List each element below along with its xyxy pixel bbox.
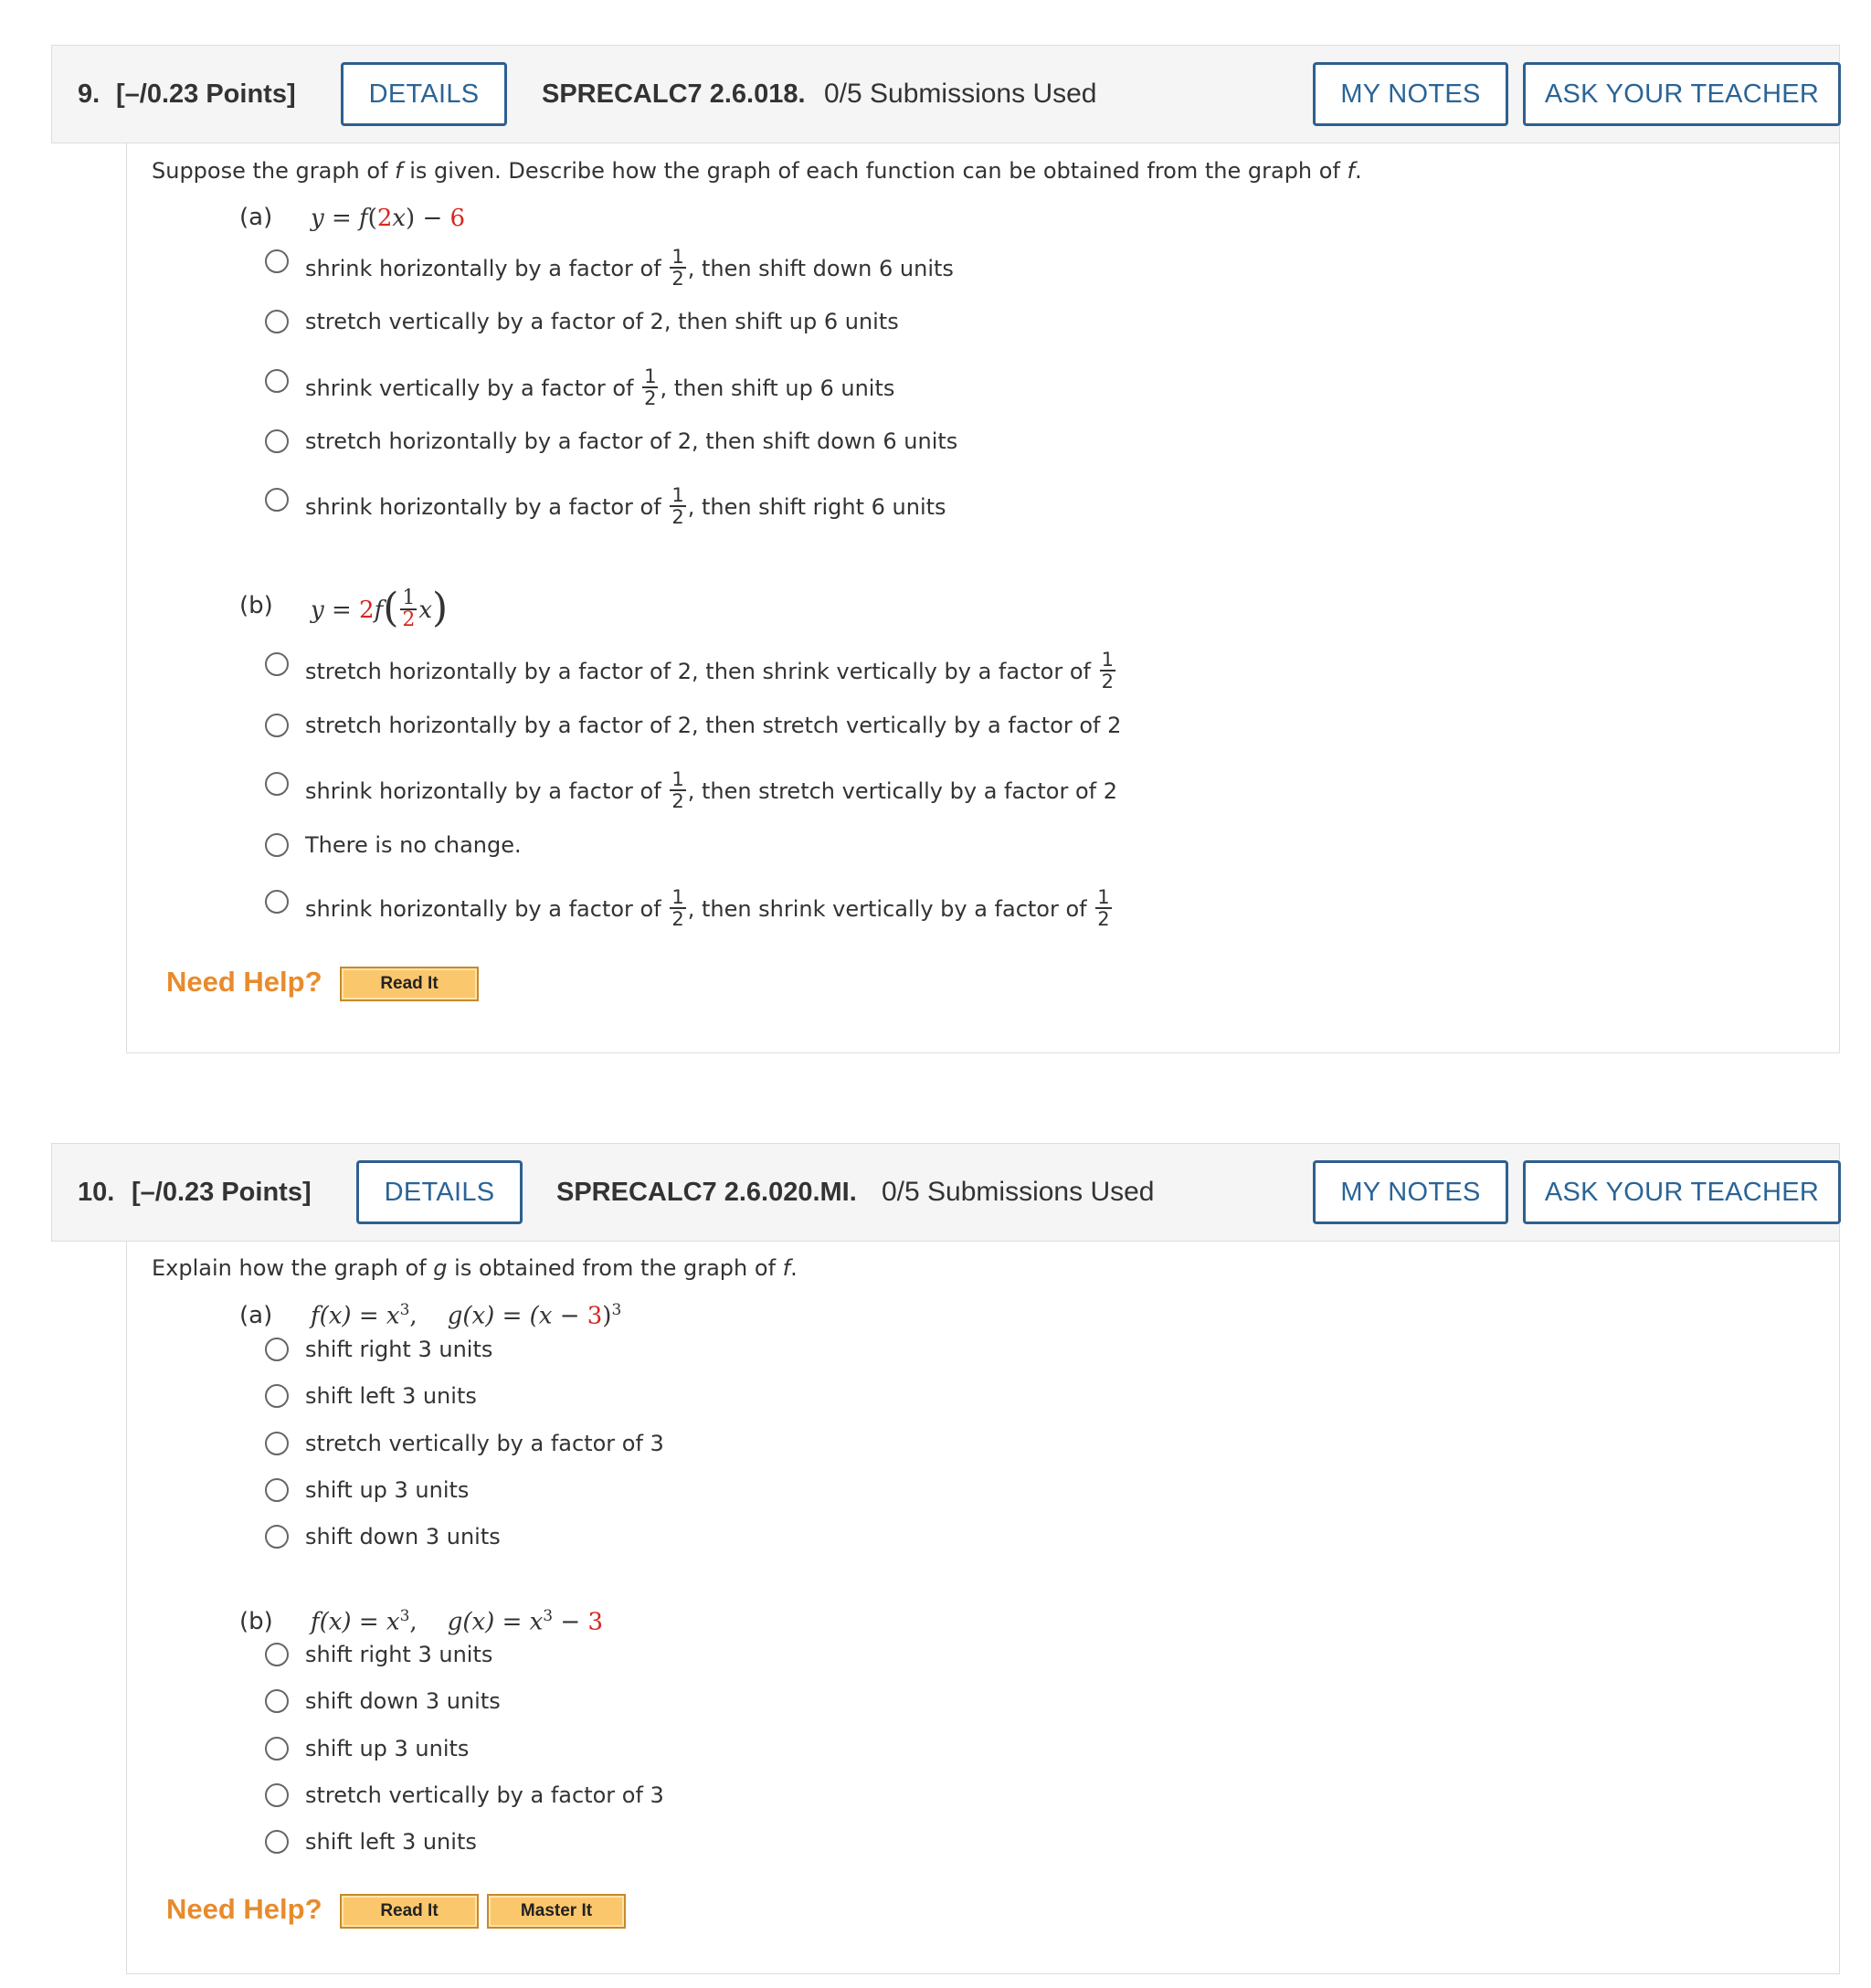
part-a-equation: y = f(2x) − 6 [311, 205, 466, 232]
part-b-label: (b) [239, 592, 273, 619]
question-code: SPRECALC7 2.6.018. [542, 79, 806, 109]
submissions-used: 0/5 Submissions Used [824, 79, 1097, 109]
option-label: shift right 3 units [305, 1337, 493, 1362]
radio-button[interactable] [265, 1689, 289, 1713]
my-notes-button[interactable]: MY NOTES [1313, 62, 1508, 126]
details-button[interactable]: DETAILS [356, 1160, 523, 1224]
radio-button[interactable] [265, 429, 289, 453]
radio-button[interactable] [265, 1432, 289, 1455]
option-label: shrink horizontally by a factor of $\frac{1}{2}$ , then shift down 6 units [305, 246, 954, 290]
question-number: 9. [78, 79, 100, 109]
my-notes-button[interactable]: MY NOTES [1313, 1160, 1508, 1224]
option-label: shrink horizontally by a factor of $\frac{1}{2}$ , then shrink vertically by a factor of $\frac{1}{2}$ [305, 886, 1110, 930]
part-b-label: (b) [239, 1608, 273, 1635]
part-a-label: (a) [239, 204, 273, 231]
option-label: shift right 3 units [305, 1642, 493, 1667]
option-label: stretch vertically by a factor of 2, then shift up 6 units [305, 309, 899, 334]
radio-button[interactable] [265, 310, 289, 333]
radio-button[interactable] [265, 1783, 289, 1807]
radio-button[interactable] [265, 1830, 289, 1854]
read-it-button[interactable]: Read It [340, 1894, 479, 1929]
option-label: stretch horizontally by a factor of 2, then shrink vertically by a factor of $\frac{1}{2}$ [305, 649, 1114, 693]
option-label: There is no change. [305, 832, 522, 858]
details-button[interactable]: DETAILS [341, 62, 507, 126]
radio-button[interactable] [265, 1338, 289, 1361]
radio-button[interactable] [265, 772, 289, 796]
question-prompt: Suppose the graph of f is given. Describe how the graph of each function can be obtained from the graph of f. [152, 158, 1362, 184]
question-9-header [51, 45, 1840, 143]
option-label: stretch vertically by a factor of 3 [305, 1782, 664, 1808]
option-label: stretch vertically by a factor of 3 [305, 1431, 664, 1456]
option-label: stretch horizontally by a factor of 2, then stretch vertically by a factor of 2 [305, 713, 1122, 738]
option-label: shift up 3 units [305, 1477, 470, 1503]
ask-your-teacher-button[interactable]: ASK YOUR TEACHER [1523, 1160, 1841, 1224]
part-b-equation: y = 2f( $\frac{1}{2}$ x) [311, 585, 449, 631]
question-code: SPRECALC7 2.6.020.MI. [556, 1178, 857, 1207]
question-prompt: Explain how the graph of g is obtained from the graph of f. [152, 1255, 798, 1281]
question-10-header [51, 1143, 1840, 1242]
need-help-label: Need Help? [166, 966, 322, 998]
option-label: shift left 3 units [305, 1383, 477, 1409]
option-label: shift up 3 units [305, 1736, 470, 1761]
part-b-equation: $f(x) = x^3$, $g(x) = x^3 - 3$ [311, 1607, 603, 1636]
radio-button[interactable] [265, 714, 289, 737]
option-label: stretch horizontally by a factor of 2, then shift down 6 units [305, 428, 958, 454]
option-label: shrink horizontally by a factor of $\frac{1}{2}$ , then stretch vertically by a factor of 2 [305, 768, 1117, 812]
part-a-label: (a) [239, 1302, 273, 1329]
read-it-button[interactable]: Read It [340, 967, 479, 1001]
question-points: [–/0.23 Points] [116, 79, 296, 109]
need-help-label: Need Help? [166, 1893, 322, 1925]
radio-button[interactable] [265, 833, 289, 857]
ask-your-teacher-button[interactable]: ASK YOUR TEACHER [1523, 62, 1841, 126]
radio-button[interactable] [265, 369, 289, 393]
radio-button[interactable] [265, 652, 289, 676]
radio-button[interactable] [265, 249, 289, 273]
radio-button[interactable] [265, 1525, 289, 1549]
option-label: shift down 3 units [305, 1524, 501, 1549]
submissions-used: 0/5 Submissions Used [882, 1177, 1155, 1207]
question-number: 10. [78, 1178, 115, 1207]
radio-button[interactable] [265, 1478, 289, 1502]
option-label: shrink horizontally by a factor of $\frac{1}{2}$ , then shift right 6 units [305, 484, 946, 528]
question-points: [–/0.23 Points] [132, 1178, 312, 1207]
radio-button[interactable] [265, 488, 289, 512]
option-label: shift left 3 units [305, 1829, 477, 1855]
option-label: shrink vertically by a factor of $\frac{1}{2}$ , then shift up 6 units [305, 365, 895, 409]
part-a-equation: $f(x) = x^3$, $g(x) = (x - 3)^3$ [311, 1301, 622, 1330]
radio-button[interactable] [265, 1384, 289, 1408]
master-it-button[interactable]: Master It [487, 1894, 626, 1929]
radio-button[interactable] [265, 890, 289, 914]
option-label: shift down 3 units [305, 1688, 501, 1714]
radio-button[interactable] [265, 1737, 289, 1761]
radio-button[interactable] [265, 1643, 289, 1666]
